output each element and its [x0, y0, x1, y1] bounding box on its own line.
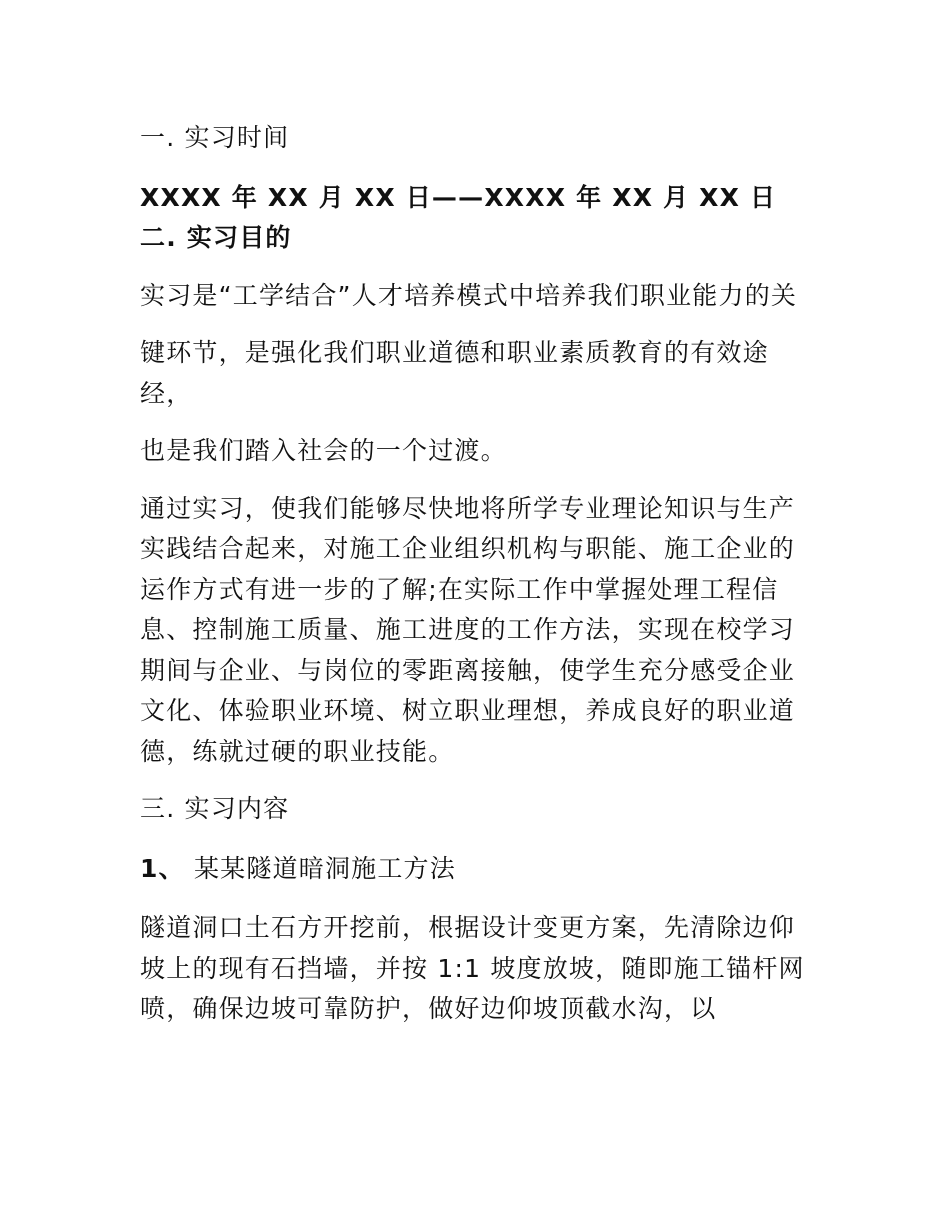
document-body [140, 118, 820, 1047]
date-range-text: XXXX 年 XX 月 XX 日——XXXX 年 XX 月 XX 日 二. 实习目的 [140, 182, 797, 252]
paragraph: 实习是“工学结合”人才培养模式中培养我们职业能力的关 [140, 280, 798, 310]
section-title-internship-content: 三. 实习内容 [140, 794, 290, 823]
subsection-title-text: 某某隧道暗洞施工方法 [184, 853, 456, 883]
paragraph: 键环节，是强化我们职业道德和职业素质教育的有效途经， [140, 338, 769, 408]
paragraph: 通过实习，使我们能够尽快地将所学专业理论知识与生产实践结合起来，对施工企业组织机构与职能、施工企业的运作方式有进一步的了解;在实际工作中掌握处理工程信息、控制施工质量、施工进度的工作方法，实现在校学习期间与企业、与岗位的零距离接触，使学生充分感受企业文化、体验职业环境、树立职业理想，养成良好的职业道德，练就过硬的职业技能。 [140, 493, 796, 766]
date-range-line [140, 178, 820, 259]
paragraph: 隧道洞口土石方开挖前，根据设计变更方案，先清除边仰坡上的现有石挡墙，并按 1:1 坡度放坡，随即施工锚杆网喷，确保边坡可靠防护，做好边仰坡顶截水沟，以 [140, 913, 805, 1023]
paragraph: 也是我们踏入社会的一个过渡。 [140, 436, 507, 465]
subsection-title [140, 849, 820, 890]
section-title-internship-time: 一. 实习时间 [140, 123, 290, 152]
subsection-number: 1、 [140, 853, 185, 883]
